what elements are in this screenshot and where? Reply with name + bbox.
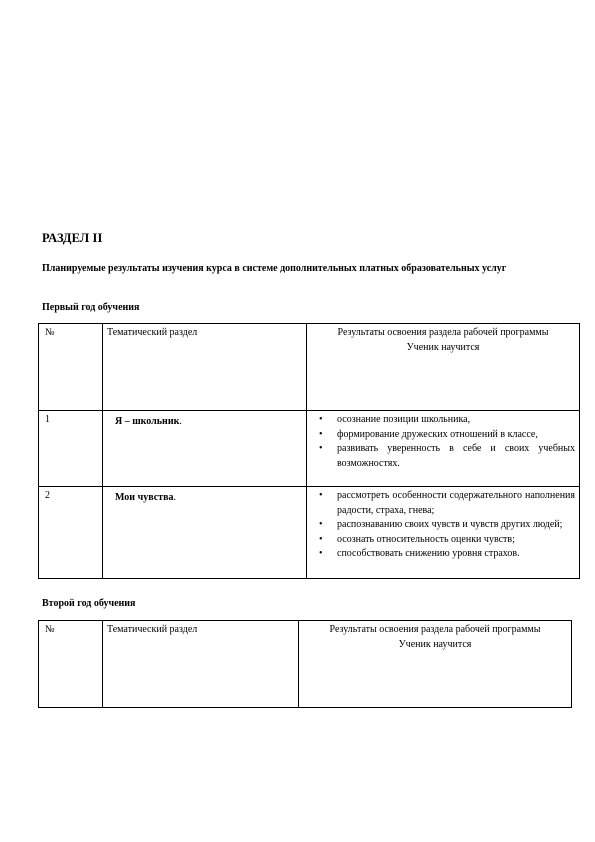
year1-table <box>38 323 580 579</box>
results-list <box>307 487 579 562</box>
list-item: • развивать уверенность в себе и своих учебных возможностях. <box>307 442 575 471</box>
row-topic <box>103 487 307 579</box>
header-results <box>307 324 580 411</box>
header-num: № <box>39 621 103 708</box>
row-number: 2 <box>39 487 103 579</box>
year2-table <box>38 620 572 708</box>
table-header-row <box>39 324 580 411</box>
header-results-line1: Результаты освоения раздела рабочей программы <box>329 624 541 635</box>
list-item: • распознаванию своих чувств и чувств других людей; <box>307 518 575 533</box>
row-topic-suffix: . <box>173 492 176 503</box>
list-item: • формирование дружеских отношений в классе, <box>307 428 575 443</box>
table-row <box>39 487 580 579</box>
year1-heading: Первый год обучения <box>42 302 140 313</box>
row-results <box>307 487 580 579</box>
header-results-line1: Результаты освоения раздела рабочей программы <box>337 327 549 338</box>
row-topic-suffix: . <box>179 416 182 427</box>
row-topic-title: Я – школьник <box>115 416 180 427</box>
header-topic: Тематический раздел <box>103 324 307 411</box>
table-row <box>39 411 580 487</box>
section-subtitle: Планируемые результаты изучения курса в системе дополнительных платных образовательных услуг <box>42 263 507 274</box>
list-item: • способствовать снижению уровня страхов. <box>307 547 575 562</box>
year2-heading: Второй год обучения <box>42 598 136 609</box>
header-topic: Тематический раздел <box>103 621 299 708</box>
section-title: РАЗДЕЛ II <box>42 231 103 245</box>
list-item: • рассмотреть особенности содержательного наполнения радости, страха, гнева; <box>307 489 575 518</box>
header-results-line2: Ученик научится <box>398 638 472 650</box>
row-results <box>307 411 580 487</box>
results-list <box>307 411 579 471</box>
header-num: № <box>39 324 103 411</box>
table-header-row <box>39 621 572 708</box>
list-item: • осознание позиции школьника, <box>307 413 575 428</box>
header-results <box>299 621 572 708</box>
list-item: • осознать относительность оценки чувств; <box>307 533 575 548</box>
row-number: 1 <box>39 411 103 487</box>
row-topic-title: Мои чувства <box>115 492 174 503</box>
row-topic <box>103 411 307 487</box>
header-results-line2: Ученик научится <box>406 341 480 353</box>
